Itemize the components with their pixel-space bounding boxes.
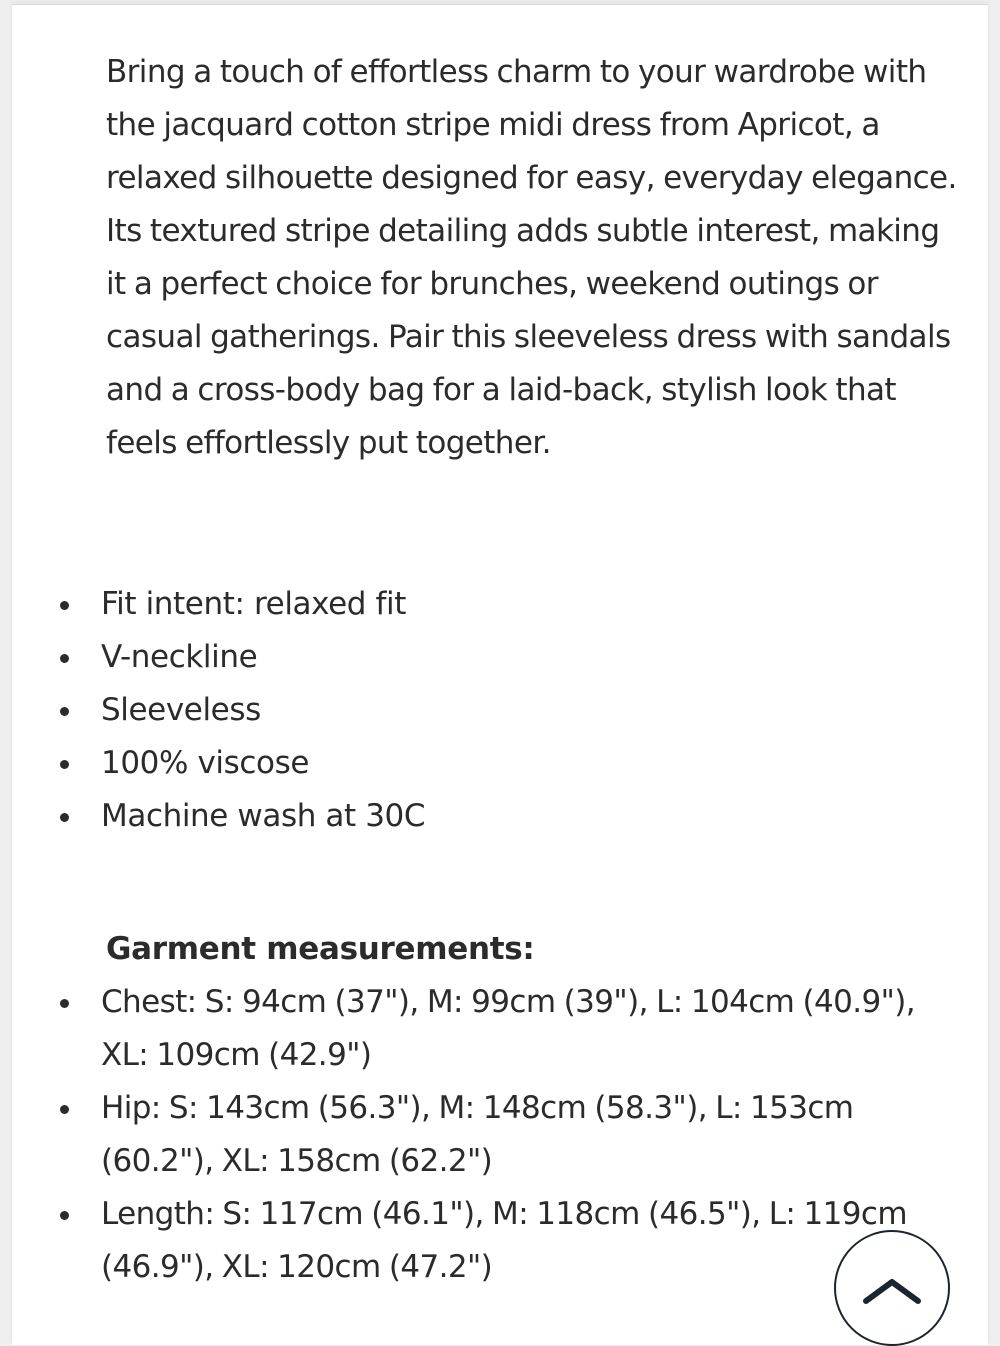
product-details-card (12, 4, 988, 1345)
feature-item: Sleeveless (12, 684, 972, 737)
scroll-to-top-button[interactable] (834, 1230, 950, 1346)
measurements-heading: Garment measurements: (106, 931, 535, 967)
feature-item: 100% viscose (12, 737, 972, 790)
chevron-up-icon (862, 1278, 922, 1304)
feature-list (12, 578, 972, 843)
product-description: Bring a touch of effortless charm to your wardrobe with the jacquard cotton stripe midi dress from Apricot, a relaxed silhouette designed for easy, everyday elegance. Its textured stripe detailing adds subtle interest, making it a perfect choice for brunches, weekend outings or casual gatherings. Pair this sleeveless dress with sandals and a cross-body bag for a laid-back, stylish look that feels effortlessly put together. (106, 54, 957, 461)
measurement-item-hip: Hip: S: 143cm (56.3"), M: 148cm (58.3"), L: 153cm (60.2"), XL: 158cm (62.2") (12, 1082, 932, 1188)
measurements-list (12, 976, 932, 1294)
measurement-item-chest: Chest: S: 94cm (37"), M: 99cm (39"), L: 104cm (40.9"), XL: 109cm (42.9") (12, 976, 932, 1082)
feature-item: Machine wash at 30C (12, 790, 972, 843)
feature-item: V-neckline (12, 631, 972, 684)
measurement-item-length: Length: S: 117cm (46.1"), M: 118cm (46.5"), L: 119cm (46.9"), XL: 120cm (47.2") (12, 1188, 932, 1294)
feature-item: Fit intent: relaxed fit (12, 578, 972, 631)
